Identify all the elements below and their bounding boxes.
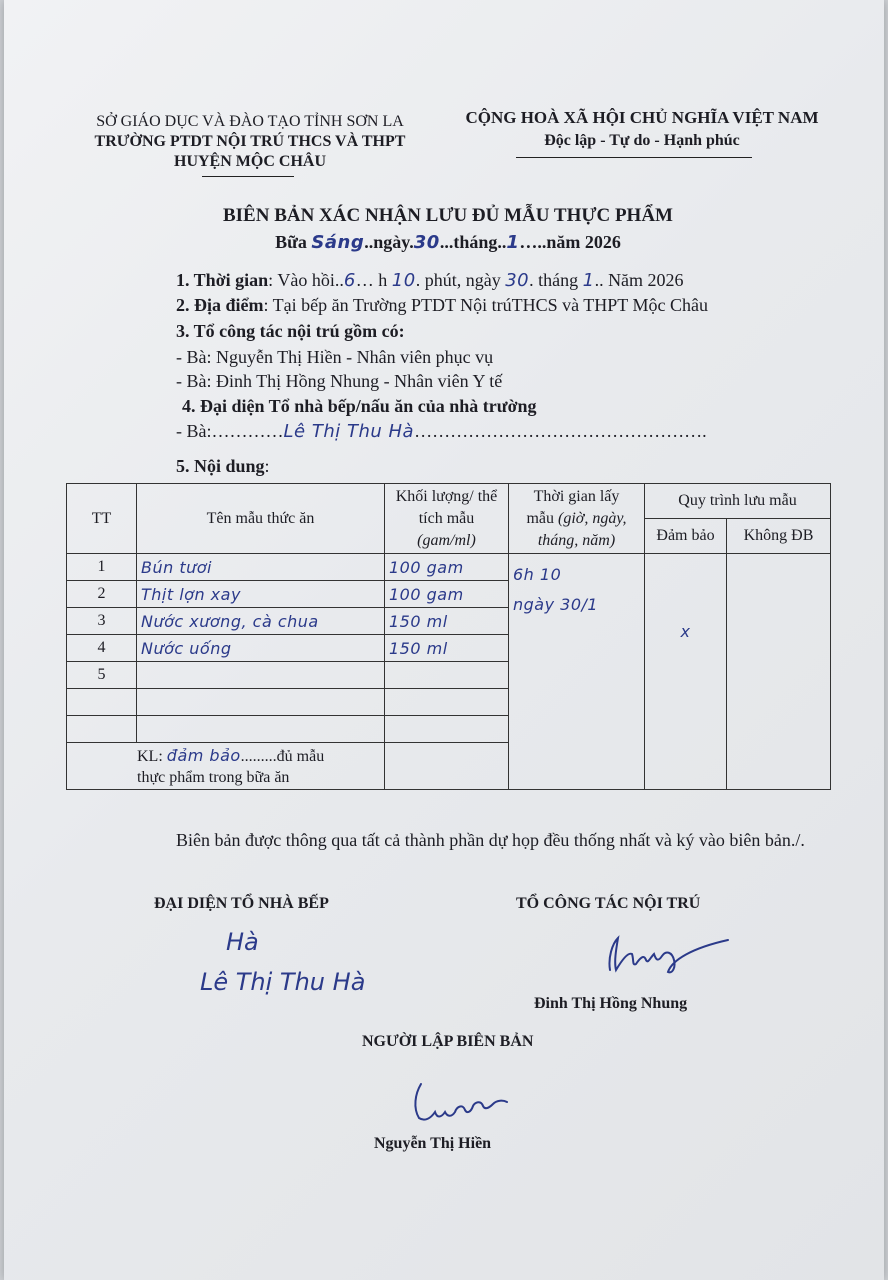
sample-time-cell: 6h 10 ngày 30/1 — [509, 554, 645, 790]
row-6-amount — [385, 689, 509, 716]
closing-statement: Biên bản được thông qua tất cả thành phần dự họp đều thống nhất và ký vào biên bản./. — [176, 830, 805, 850]
row-7-amount — [385, 716, 509, 743]
row-5-tt: 5 — [67, 662, 137, 689]
issuer-school: TRƯỜNG PTDT NỘI TRÚ THCS VÀ THPT — [94, 133, 406, 150]
document-title: BIÊN BẢN XÁC NHẬN LƯU ĐỦ MẪU THỰC PHẨM — [222, 205, 673, 226]
row-5-name — [137, 662, 385, 689]
section-content: 5. Nội dung: — [176, 456, 270, 476]
header-procedure: Quy trình lưu mẫu — [645, 484, 831, 519]
kitchen-rep-signature: Hà — [226, 928, 259, 956]
issuer-underline — [202, 176, 294, 177]
section-kitchen-rep: 4. Đại diện Tổ nhà bếp/nấu ăn của nhà trường — [182, 396, 537, 416]
row-3-tt: 3 — [67, 608, 137, 635]
row-6-tt — [67, 689, 137, 716]
ensured-mark: x — [645, 554, 727, 790]
meal-date-line: Bữa Sáng..ngày.30...tháng..1…..năm 2026 — [275, 232, 621, 253]
kitchen-rep-name-handwritten: Lê Thị Thu Hà — [200, 968, 366, 996]
handwritten-kitchen-rep: Lê Thị Thu Hà — [283, 421, 415, 442]
row-1-amount: 100 gam — [385, 554, 509, 581]
sample-table — [66, 483, 831, 790]
kitchen-rep-line: - Bà:…………Lê Thị Thu Hà…………………………………………. — [176, 421, 707, 442]
row-4-amount: 150 ml — [385, 635, 509, 662]
not-ensured-cell — [727, 554, 831, 790]
preparer-name: Nguyễn Thị Hiền — [374, 1135, 492, 1152]
issuer-district: HUYỆN MỘC CHÂU — [174, 153, 326, 170]
team-signature — [602, 930, 732, 976]
header-tt: TT — [67, 484, 137, 554]
handwritten-meal: Sáng — [311, 232, 365, 253]
team-member-1: - Bà: Nguyễn Thị Hiền - Nhân viên phục vụ — [176, 347, 494, 367]
kitchen-rep-title: ĐẠI DIỆN TỔ NHÀ BẾP — [154, 895, 329, 912]
conclusion-cell: KL: đảm bảo.........đủ mẫu thực phẩm trong bữa ăn — [67, 743, 385, 790]
handwritten-conclusion: đảm bảo — [166, 745, 241, 765]
section-location: 2. Địa điểm: Tại bếp ăn Trường PTDT Nội trúTHCS và THPT Mộc Châu — [176, 295, 708, 315]
header-weight: Khối lượng/ thể tích mẫu (gam/ml) — [385, 484, 509, 554]
row-1-name: Bún tươi — [137, 554, 385, 581]
national-motto-block — [452, 106, 832, 152]
row-3-name: Nước xương, cà chua — [137, 608, 385, 635]
team-title: TỔ CÔNG TÁC NỘI TRÚ — [516, 895, 701, 912]
header-not-ensured: Không ĐB — [727, 519, 831, 554]
row-4-tt: 4 — [67, 635, 137, 662]
preparer-title: NGƯỜI LẬP BIÊN BẢN — [362, 1033, 534, 1050]
motto: Độc lập - Tự do - Hạnh phúc — [544, 132, 740, 149]
issuer-block — [70, 112, 430, 172]
section-team-heading: 3. Tổ công tác nội trú gồm có: — [176, 321, 405, 341]
handwritten-month: 1 — [506, 232, 520, 253]
motto-underline — [516, 157, 752, 158]
row-1-tt: 1 — [67, 554, 137, 581]
handwritten-day: 30 — [413, 232, 440, 253]
team-signer-name: Đinh Thị Hồng Nhung — [534, 995, 688, 1012]
row-7-name — [137, 716, 385, 743]
row-6-name — [137, 689, 385, 716]
row-2-amount: 100 gam — [385, 581, 509, 608]
team-member-2: - Bà: Đinh Thị Hồng Nhung - Nhân viên Y tế — [176, 371, 503, 391]
conclusion-amount — [385, 743, 509, 790]
preparer-signature — [409, 1078, 519, 1126]
header-sample-time: Thời gian lấy mẫu (giờ, ngày, tháng, năm) — [509, 484, 645, 554]
row-2-tt: 2 — [67, 581, 137, 608]
document-paper — [4, 0, 884, 1280]
section-time: 1. Thời gian: Vào hồi..6… h 10. phút, ngày 30. tháng 1.. Năm 2026 — [176, 270, 684, 291]
row-5-amount — [385, 662, 509, 689]
row-7-tt — [67, 716, 137, 743]
row-4-name: Nước uống — [137, 635, 385, 662]
row-3-amount: 150 ml — [385, 608, 509, 635]
header-food-name: Tên mẫu thức ăn — [137, 484, 385, 554]
country-name: CỘNG HOÀ XÃ HỘI CHỦ NGHĨA VIỆT NAM — [465, 108, 819, 127]
row-2-name: Thịt lợn xay — [137, 581, 385, 608]
issuer-department: SỞ GIÁO DỤC VÀ ĐÀO TẠO TỈNH SƠN LA — [96, 113, 404, 130]
header-ensured: Đảm bảo — [645, 519, 727, 554]
